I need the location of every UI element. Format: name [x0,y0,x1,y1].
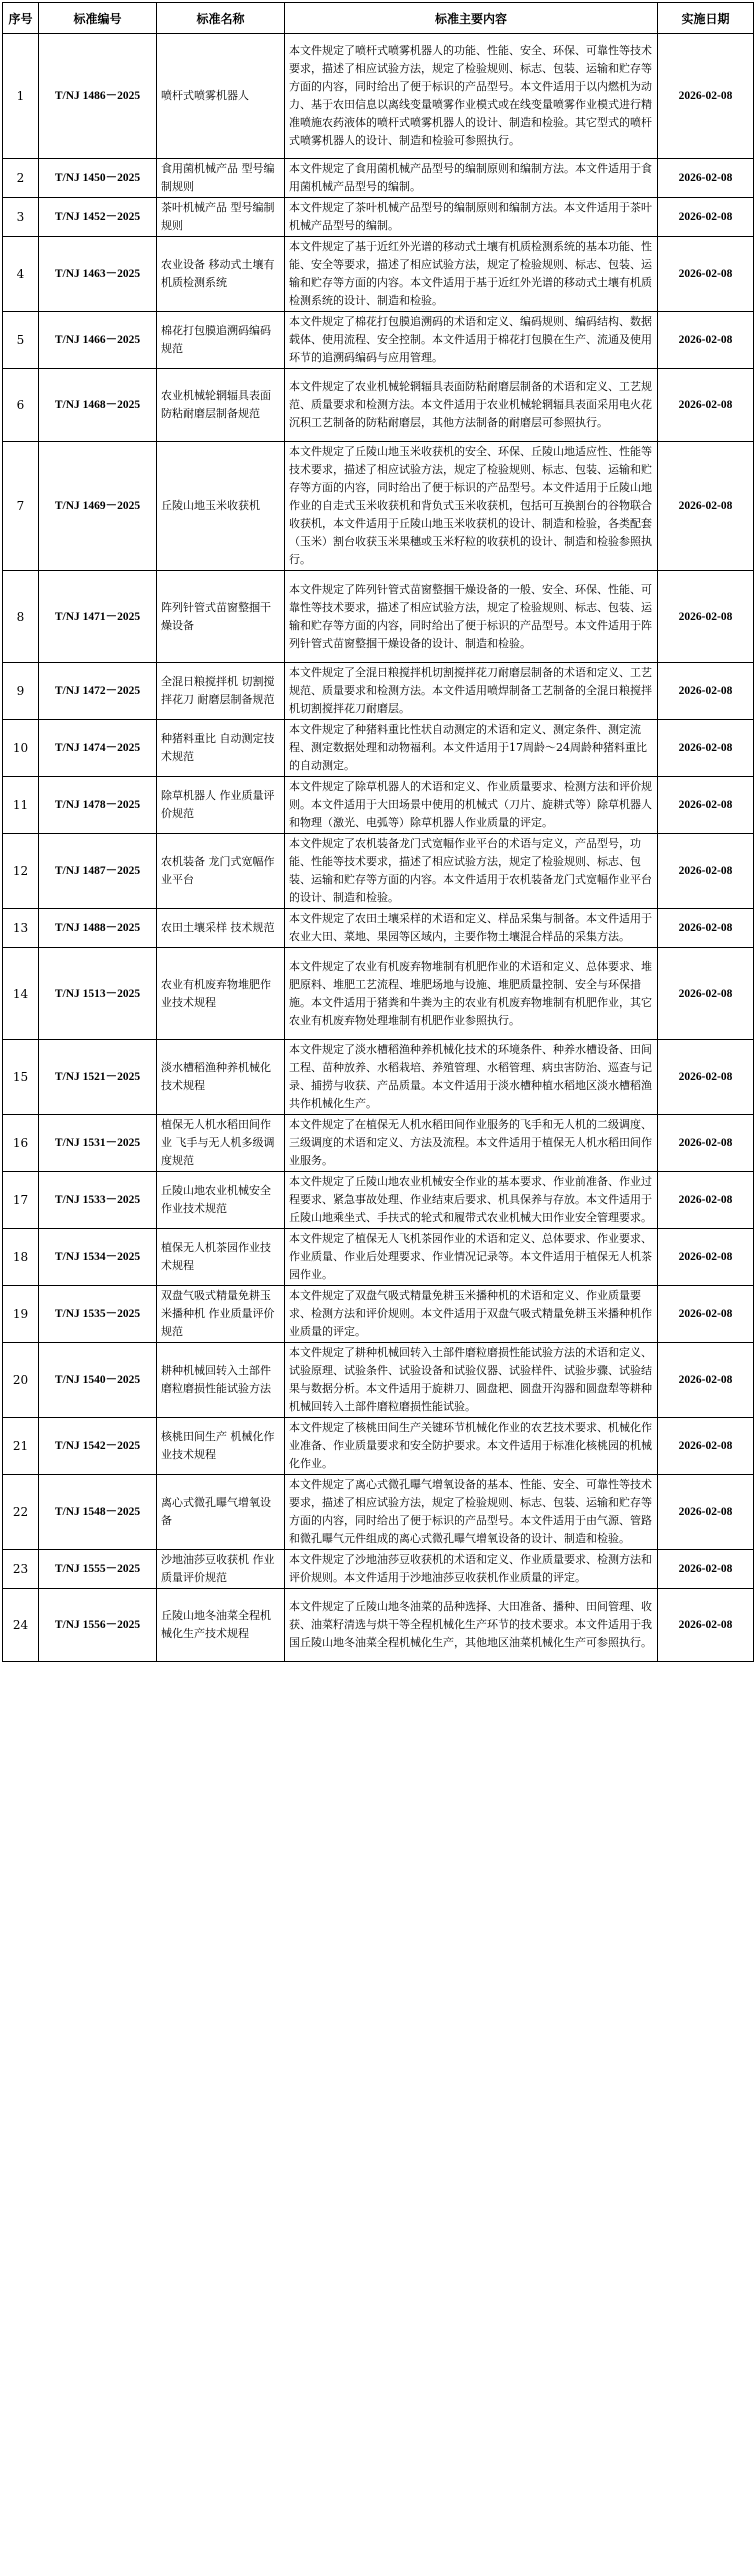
standard-name: 丘陵山地冬油菜全程机械化生产技术规程 [157,1589,285,1662]
table-row [3,1286,754,1343]
standard-name: 核桃田间生产 机械化作业技术规程 [157,1418,285,1475]
row-index: 13 [3,909,39,948]
row-index: 20 [3,1343,39,1418]
implementation-date: 2026-02-08 [658,834,754,909]
standard-name: 农业设备 移动式土壤有机质检测系统 [157,237,285,312]
implementation-date: 2026-02-08 [658,663,754,720]
standard-code: T/NJ 1487－2025 [39,834,157,909]
table-row [3,159,754,198]
standard-content: 本文件规定了食用菌机械产品型号的编制原则和编制方法。本文件适用于食用菌机械产品型号的编制。 [285,159,658,198]
standard-content: 本文件规定了除草机器人的术语和定义、作业质量要求、检测方法和评价规则。本文件适用于大田场景中使用的机械式（刀片、旋耕式等）除草机器人和物理（激光、电弧等）除草机器人作业质量的评定。 [285,777,658,834]
standard-code: T/NJ 1452－2025 [39,198,157,237]
implementation-date: 2026-02-08 [658,1343,754,1418]
standard-name: 喷杆式喷雾机器人 [157,34,285,159]
table-row [3,34,754,159]
implementation-date: 2026-02-08 [658,1550,754,1589]
standard-code: T/NJ 1466－2025 [39,312,157,369]
standard-code: T/NJ 1535－2025 [39,1286,157,1343]
implementation-date: 2026-02-08 [658,909,754,948]
standard-content: 本文件规定了农业机械轮辋辐具表面防粘耐磨层制备的术语和定义、工艺规范、质量要求和检测方法。本文件适用于农业机械轮辋辐具表面采用电火花沉积工艺制备的防粘耐磨层，其他方法制备的耐磨层可参照执行。 [285,369,658,442]
standard-code: T/NJ 1531－2025 [39,1115,157,1172]
standard-name: 植保无人机水稻田间作业 飞手与无人机多级调度规范 [157,1115,285,1172]
standard-code: T/NJ 1488－2025 [39,909,157,948]
row-index: 14 [3,948,39,1040]
standard-name: 丘陵山地玉米收获机 [157,442,285,571]
table-row [3,663,754,720]
standard-name: 种猪料重比 自动测定技术规范 [157,720,285,777]
table-row [3,1475,754,1550]
row-index: 16 [3,1115,39,1172]
standard-name: 沙地油莎豆收获机 作业质量评价规范 [157,1550,285,1589]
implementation-date: 2026-02-08 [658,369,754,442]
implementation-date: 2026-02-08 [658,198,754,237]
standard-content: 本文件规定了双盘气吸式精量免耕玉米播种机的术语和定义、作业质量要求、检测方法和评价规则。本文件适用于双盘气吸式精量免耕玉米播种机作业质量的评定。 [285,1286,658,1343]
row-index: 10 [3,720,39,777]
standard-name: 离心式微孔曝气增氧设备 [157,1475,285,1550]
header-code: 标准编号 [39,3,157,34]
implementation-date: 2026-02-08 [658,1589,754,1662]
implementation-date: 2026-02-08 [658,1040,754,1115]
table-body [3,34,754,1662]
standard-name: 农业有机废弃物堆肥作业技术规程 [157,948,285,1040]
standard-content: 本文件规定了植保无人飞机茶园作业的术语和定义、总体要求、作业要求、作业质量、作业后处理要求、作业情况记录等。本文件适用于植保无人机茶园作业。 [285,1229,658,1286]
standard-code: T/NJ 1555－2025 [39,1550,157,1589]
table-row [3,834,754,909]
table-row [3,1550,754,1589]
table-row [3,720,754,777]
standard-name: 农机装备 龙门式宽幅作业平台 [157,834,285,909]
table-row [3,777,754,834]
implementation-date: 2026-02-08 [658,237,754,312]
standard-content: 本文件规定了阵列针管式苗窗整掴干燥设备的一般、安全、环保、性能、可靠性等技术要求，描述了相应试验方法，规定了检验规则、标志、包装、运输和贮存等方面的内容，同时给出了便于标识的产品型号。本文件适用于阵列针管式苗窗整掴干燥设备的设计、制造和检验。 [285,571,658,663]
standard-code: T/NJ 1463－2025 [39,237,157,312]
implementation-date: 2026-02-08 [658,1172,754,1229]
standard-content: 本文件规定了基于近红外光谱的移动式土壤有机质检测系统的基本功能、性能、安全等要求，描述了相应试验方法，规定了检验规则、标志、包装、运输和贮存等方面的内容。本文件适用于基于近红外光谱的移动式土壤有机质检测系统的设计、制造和检验。 [285,237,658,312]
table-row [3,1172,754,1229]
implementation-date: 2026-02-08 [658,571,754,663]
table-row [3,442,754,571]
table-row [3,1115,754,1172]
table-row [3,312,754,369]
implementation-date: 2026-02-08 [658,159,754,198]
header-date: 实施日期 [658,3,754,34]
standard-content: 本文件规定了核桃田间生产关键环节机械化作业的农艺技术要求、机械化作业准备、作业质量要求和安全防护要求。本文件适用于标准化核桃园的机械化作业。 [285,1418,658,1475]
table-row [3,571,754,663]
standard-content: 本文件规定了离心式微孔曝气增氧设备的基本、性能、安全、可靠性等技术要求，描述了相应试验方法，规定了检验规则、标志、包装、运输和贮存等方面的内容，同时给出了便于标识的产品型号。本文件适用于由气源、管路和微孔曝气元件组成的离心式微孔曝气增氧设备的设计、制造和检验。 [285,1475,658,1550]
standard-code: T/NJ 1472－2025 [39,663,157,720]
implementation-date: 2026-02-08 [658,1418,754,1475]
standard-code: T/NJ 1486－2025 [39,34,157,159]
implementation-date: 2026-02-08 [658,1286,754,1343]
standard-content: 本文件规定了农田土壤采样的术语和定义、样品采集与制备。本文件适用于农业大田、菜地、果园等区域内，主要作物土壤混合样品的采集方法。 [285,909,658,948]
table-row [3,1418,754,1475]
standard-content: 本文件规定了种猪料重比性状自动测定的术语和定义、测定条件、测定流程、测定数据处理和动物福利。本文件适用于17周龄～24周龄种猪料重比的自动测定。 [285,720,658,777]
standard-name: 植保无人机茶园作业技术规程 [157,1229,285,1286]
standard-name: 淡水槽稻渔种养机械化技术规程 [157,1040,285,1115]
implementation-date: 2026-02-08 [658,312,754,369]
standard-name: 棉花打包膜追溯码编码规范 [157,312,285,369]
row-index: 1 [3,34,39,159]
standard-content: 本文件规定了喷杆式喷雾机器人的功能、性能、安全、环保、可靠性等技术要求，描述了相应试验方法，规定了检验规则、标志、包装、运输和贮存等方面的内容，同时给出了便于标识的产品型号。本文件适用于以内燃机为动力、基于农田信息以离线变量喷雾作业模式或在线变量喷雾作业模式进行精准喷施农药液体的喷杆式喷雾机器人的设计、制造和检验。其它型式的喷杆式喷雾机器人的设计、制造和检验可参照执行。 [285,34,658,159]
standard-name: 双盘气吸式精量免耕玉米播种机 作业质量评价规范 [157,1286,285,1343]
implementation-date: 2026-02-08 [658,34,754,159]
standard-content: 本文件规定了丘陵山地农业机械安全作业的基本要求、作业前准备、作业过程要求、紧急事故处理、作业结束后要求、机具保养与存放。本文件适用于丘陵山地乘坐式、手扶式的轮式和履带式农业机械大田作业安全管理要求。 [285,1172,658,1229]
standard-name: 全混日粮搅拌机 切割搅拌花刀 耐磨层制备规范 [157,663,285,720]
standard-name: 食用菌机械产品 型号编制规则 [157,159,285,198]
implementation-date: 2026-02-08 [658,720,754,777]
row-index: 5 [3,312,39,369]
standard-code: T/NJ 1471－2025 [39,571,157,663]
standard-content: 本文件规定了丘陵山地冬油菜的品种选择、大田准备、播种、田间管理、收获、油菜籽清选与烘干等全程机械化生产环节的技术要求。本文件适用于我国丘陵山地冬油菜全程机械化生产，其他地区油菜机械化生产可参照执行。 [285,1589,658,1662]
row-index: 9 [3,663,39,720]
standard-name: 茶叶机械产品 型号编制规则 [157,198,285,237]
row-index: 24 [3,1589,39,1662]
row-index: 12 [3,834,39,909]
standard-code: T/NJ 1468－2025 [39,369,157,442]
standard-code: T/NJ 1474－2025 [39,720,157,777]
table-row [3,909,754,948]
table-row [3,198,754,237]
standard-name: 耕种机械回转入土部件 磨粒磨损性能试验方法 [157,1343,285,1418]
table-row [3,1040,754,1115]
standard-code: T/NJ 1556－2025 [39,1589,157,1662]
row-index: 22 [3,1475,39,1550]
row-index: 7 [3,442,39,571]
implementation-date: 2026-02-08 [658,948,754,1040]
row-index: 11 [3,777,39,834]
header-name: 标准名称 [157,3,285,34]
standard-content: 本文件规定了耕种机械回转入土部件磨粒磨损性能试验方法的术语和定义、试验原理、试验条件、试验设备和试验仪器、试验样件、试验步骤、试验结果与数据分析。本文件适用于旋耕刀、圆盘耙、圆盘开沟器和圆盘犁等耕种机械回转入土部件磨粒磨损性能试验。 [285,1343,658,1418]
implementation-date: 2026-02-08 [658,777,754,834]
standard-code: T/NJ 1542－2025 [39,1418,157,1475]
standard-code: T/NJ 1478－2025 [39,777,157,834]
standards-table [2,2,754,1662]
standard-content: 本文件规定了沙地油莎豆收获机的术语和定义、作业质量要求、检测方法和评价规则。本文件适用于沙地油莎豆收获机作业质量的评定。 [285,1550,658,1589]
row-index: 18 [3,1229,39,1286]
row-index: 21 [3,1418,39,1475]
standard-code: T/NJ 1534－2025 [39,1229,157,1286]
table-row [3,369,754,442]
standard-content: 本文件规定了在植保无人机水稻田间作业服务的飞手和无人机的二级调度、三级调度的术语和定义、方法及流程。本文件适用于植保无人机水稻田间作业服务。 [285,1115,658,1172]
standard-content: 本文件规定了农业有机废弃物堆制有机肥作业的术语和定义、总体要求、堆肥原料、堆肥工艺流程、堆肥场地与设施、堆肥质量控制、安全与环保措施。本文件适用于猪粪和牛粪为主的农业有机废弃物堆制有机肥作业，其它农业有机废弃物处理堆制有机肥作业参照执行。 [285,948,658,1040]
standard-code: T/NJ 1521－2025 [39,1040,157,1115]
table-row [3,1343,754,1418]
standard-content: 本文件规定了全混日粮搅拌机切割搅拌花刀耐磨层制备的术语和定义、工艺规范、质量要求和检测方法。本文件适用喷焊制备工艺制备的全混日粮搅拌机切割搅拌花刀耐磨层。 [285,663,658,720]
standard-content: 本文件规定了农机装备龙门式宽幅作业平台的术语与定义，产品型号，功能、性能等技术要求，描述了相应试验方法，规定了检验规则、标志、包装、运输和贮存等方面的内容。本文件适用于农机装备龙门式宽幅作业平台的设计、制造和检验。 [285,834,658,909]
table-row [3,1229,754,1286]
table-row [3,237,754,312]
standard-code: T/NJ 1548－2025 [39,1475,157,1550]
standard-code: T/NJ 1533－2025 [39,1172,157,1229]
implementation-date: 2026-02-08 [658,1115,754,1172]
standard-content: 本文件规定了棉花打包膜追溯码的术语和定义、编码规则、编码结构、数据载体、使用流程、安全控制。本文件适用于棉花打包膜在生产、流通及使用环节的追溯码编码与应用管理。 [285,312,658,369]
standard-name: 丘陵山地农业机械安全作业技术规范 [157,1172,285,1229]
standard-code: T/NJ 1469－2025 [39,442,157,571]
row-index: 8 [3,571,39,663]
standard-content: 本文件规定了丘陵山地玉米收获机的安全、环保、丘陵山地适应性、性能等技术要求，描述了相应试验方法，规定了检验规则、标志、包装、运输和贮存等方面的内容，同时给出了便于标识的产品型号。本文件适用于丘陵山地作业的自走式玉米收获机和背负式玉米收获机，包括可互换割台的谷物联合收获机，本文件适用于丘陵山地玉米收获机的设计、制造和检验，各类配套（玉米）割台收获玉米果穗或玉米籽粒的收获机的设计、制造和检验参照执行。 [285,442,658,571]
row-index: 4 [3,237,39,312]
row-index: 17 [3,1172,39,1229]
row-index: 19 [3,1286,39,1343]
implementation-date: 2026-02-08 [658,1229,754,1286]
standard-code: T/NJ 1540－2025 [39,1343,157,1418]
table-row [3,1589,754,1662]
implementation-date: 2026-02-08 [658,442,754,571]
table-header-row [3,3,754,34]
header-content: 标准主要内容 [285,3,658,34]
standard-content: 本文件规定了淡水槽稻渔种养机械化技术的环境条件、种养水槽设备、田间工程、苗种放养、水稻栽培、养殖管理、水稻管理、病虫害防治、巡查与记录、捕捞与收获、产品质量。本文件适用于淡水槽种植水稻地区淡水槽稻渔共作机械化生产。 [285,1040,658,1115]
row-index: 6 [3,369,39,442]
standard-name: 阵列针管式苗窗整掴干燥设备 [157,571,285,663]
row-index: 23 [3,1550,39,1589]
row-index: 2 [3,159,39,198]
row-index: 3 [3,198,39,237]
table-row [3,948,754,1040]
header-index: 序号 [3,3,39,34]
standard-content: 本文件规定了茶叶机械产品型号的编制原则和编制方法。本文件适用于茶叶机械产品型号的编制。 [285,198,658,237]
standard-name: 除草机器人 作业质量评价规范 [157,777,285,834]
standard-code: T/NJ 1513－2025 [39,948,157,1040]
implementation-date: 2026-02-08 [658,1475,754,1550]
standard-name: 农业机械轮辋辐具表面防粘耐磨层制备规范 [157,369,285,442]
standard-name: 农田土壤采样 技术规范 [157,909,285,948]
standard-code: T/NJ 1450－2025 [39,159,157,198]
row-index: 15 [3,1040,39,1115]
